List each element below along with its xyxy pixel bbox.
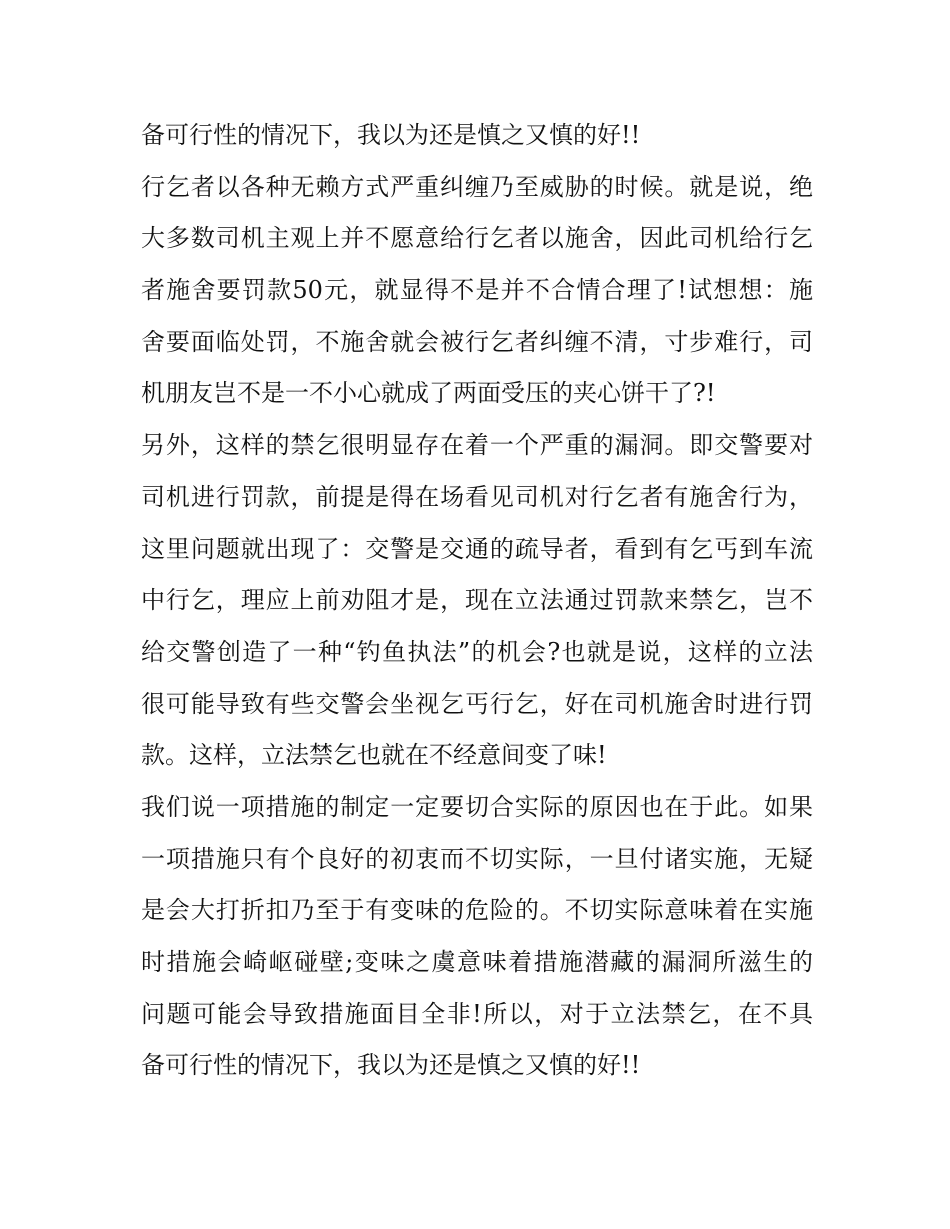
text-line: 时措施会崎岖碰壁;变味之虞意味着措施潜藏的漏洞所滋生的 — [141, 948, 813, 976]
text-line: 司机进行罚款，前提是得在场看见司机对行乞者有施舍行为， — [141, 482, 813, 511]
text-line: 款。这样，立法禁乞也就在不经意间变了味! — [141, 741, 607, 770]
text-line: 行乞者以各种无赖方式严重纠缠乃至威胁的时候。就是说，绝 — [141, 172, 813, 201]
text-line: 舍要面临处罚，不施舍就会被行乞者纠缠不清，寸步难行，司 — [141, 327, 813, 356]
text-line: 机朋友岂不是一不小心就成了两面受压的夹心饼干了?! — [141, 379, 716, 408]
text-line: 问题可能会导致措施面目全非!所以，对于立法禁乞，在不具 — [141, 999, 813, 1028]
text-line: 大多数司机主观上并不愿意给行乞者以施舍，因此司机给行乞 — [141, 224, 813, 253]
text-line: 我们说一项措施的制定一定要切合实际的原因也在于此。如果 — [141, 792, 813, 821]
text-line: 是会大打折扣乃至于有变味的危险的。不切实际意味着在实施 — [141, 896, 813, 925]
text-line: 很可能导致有些交警会坐视乞丐行乞，好在司机施舍时进行罚 — [141, 689, 813, 718]
body-text — [141, 110, 813, 1092]
text-line: 者施舍要罚款50元，就显得不是并不合情合理了!试想想：施 — [141, 276, 813, 305]
text-line: 备可行性的情况下，我以为还是慎之又慎的好!! — [141, 121, 641, 149]
text-line: 给交警创造了一种“钓鱼执法”的机会?也就是说，这样的立法 — [141, 637, 813, 666]
text-line: 另外，这样的禁乞很明显存在着一个严重的漏洞。即交警要对 — [141, 431, 813, 460]
text-line: 一项措施只有个良好的初衷而不切实际，一旦付诸实施，无疑 — [141, 844, 813, 873]
text-line: 这里问题就出现了：交警是交通的疏导者，看到有乞丐到车流 — [141, 534, 813, 563]
text-line: 备可行性的情况下，我以为还是慎之又慎的好!! — [141, 1051, 641, 1080]
text-line: 中行乞，理应上前劝阻才是，现在立法通过罚款来禁乞，岂不 — [141, 586, 813, 615]
